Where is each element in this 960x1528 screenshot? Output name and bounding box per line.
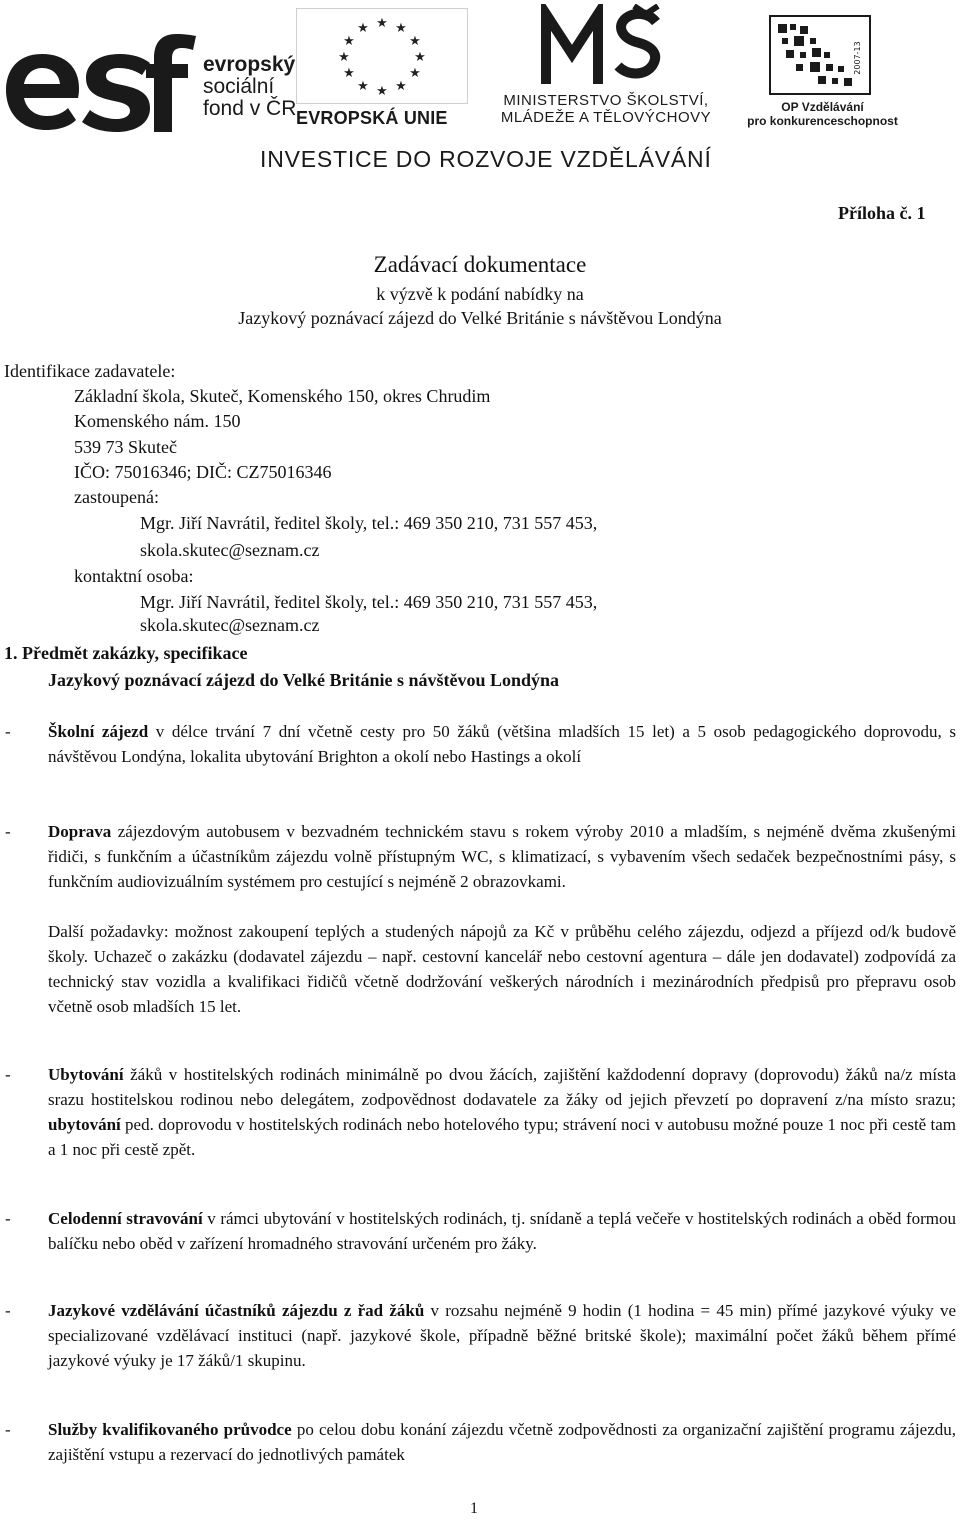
- msmt-logo: [476, 4, 736, 130]
- item-label: Ubytování: [48, 1065, 124, 1084]
- authority-city: 539 73 Skuteč: [74, 437, 177, 457]
- op-mark-icon: [760, 12, 880, 98]
- esf-line: fond v ČR: [203, 97, 297, 120]
- svg-text:★: ★: [376, 16, 388, 31]
- svg-text:★: ★: [357, 21, 369, 36]
- authority-ids: IČO: 75016346; DIČ: CZ75016346: [74, 462, 332, 482]
- svg-text:★: ★: [414, 50, 426, 65]
- item-text: v rámci ubytování v hostitelských rodinách, tj. snídaně a teplá večeře v hostitelských rodinách a oběd formou balíčku nebo oběd v zařízení hromadného stravování určeném pro žáky.: [48, 1209, 956, 1253]
- item-text: v rozsahu nejméně 9 hodin (1 hodina = 45 min) přímé jazykové výuky ve specializované vzdělávací instituci (např. jazykové škole, případně běžné britské škole); maximální počet žáků během přímé jazykové výuky je 17 žáků/1 skupinu.: [48, 1301, 957, 1370]
- svg-text:★: ★: [357, 79, 369, 94]
- list-item: [48, 1417, 956, 1467]
- page-number: 1: [470, 1500, 478, 1517]
- msmt-text: [478, 92, 734, 126]
- item-text: v délce trvání 7 dní včetně cesty pro 50 žáků (většina mladších 15 let) a 5 osob pedagogického doprovodu, s návštěvou Londýna, lokalita ubytování Brighton a okolí nebo Hastings a okolí: [48, 722, 957, 766]
- list-item: [48, 1206, 956, 1256]
- item-text: po celou dobu konání zájezdu včetně zodpovědnosti za organizační zajištění programu zájezdu, zajištění vstupu a rezervací do jednotlivých památek: [48, 1420, 957, 1464]
- contact-person: Mgr. Jiří Navrátil, ředitel školy, tel.: 469 350 210, 731 557 453,: [140, 592, 598, 612]
- section-heading: 1. Předmět zakázky, specifikace: [4, 643, 248, 663]
- list-item: [48, 719, 956, 769]
- list-bullet: -: [5, 1420, 11, 1439]
- represented-label: zastoupená:: [74, 487, 159, 507]
- item-extra: Další požadavky: možnost zakoupení teplých a studených nápojů za Kč v průběhu celého zájezdu, odjezd a příjezd od/k budově školy. Uchazeč o zakázku (dodavatel zájezdu – např. cestovní kancelář nebo cestovní agentura – dále jen dodavatel) zodpovídá za technický stav vozidla a kvalifikaci řidičů včetně dodržování veškerých národních i mezinárodních předpisů pro přepravu osob včetně osob mladších 15 let.: [48, 922, 956, 1016]
- list-bullet: -: [5, 1301, 11, 1320]
- esf-mark-icon: [2, 34, 198, 134]
- item-label: Služby kvalifikovaného průvodce: [48, 1420, 292, 1439]
- item-text: žáků v hostitelských rodinách minimálně po dvou žácích, zajištění každodenní dopravy (doprovodu) žáků na/z místa srazu hostitelskou rodinou nebo delegátem, zodpovědnost dodavatele za žáky od jejich převzetí po dopravení z/na místo srazu;: [48, 1065, 956, 1109]
- document-subtitle: k výzvě k podání nabídky na: [376, 284, 584, 304]
- section-subject: Jazykový poznávací zájezd do Velké Británie s návštěvou Londýna: [48, 670, 560, 690]
- op-logo: [740, 12, 910, 130]
- investice-banner: INVESTICE DO ROZVOJE VZDĚLÁVÁNÍ: [260, 146, 712, 172]
- msmt-line: MINISTERSTVO ŠKOLSTVÍ,: [503, 92, 709, 109]
- list-item: [48, 819, 956, 894]
- svg-text:★: ★: [409, 66, 421, 81]
- authority-name: Základní škola, Skuteč, Komenského 150, okres Chrudim: [74, 386, 491, 406]
- item-label: Celodenní stravování: [48, 1209, 203, 1228]
- eu-logo: [296, 8, 476, 128]
- svg-text:★: ★: [409, 34, 421, 49]
- svg-text:★: ★: [343, 66, 355, 81]
- svg-text:★: ★: [338, 50, 350, 65]
- item-text: zájezdovým autobusem v bezvadném technickém stavu s rokem výroby 2010 a mladším, s nejméně dvěma zkušenými řidiči, s funkčním a účastníkům zájezdu volně přístupným WC, s klimatizací, s vybavením všech sedaček bezpečnostními pásy, s funkčním audiovizuálním systémem pro cestující s nejméně 2 obrazovkami.: [48, 822, 956, 891]
- annex-label: Příloha č. 1: [838, 203, 926, 223]
- svg-text:★: ★: [395, 21, 407, 36]
- esf-line: sociální: [203, 75, 275, 98]
- svg-text:★: ★: [376, 84, 388, 99]
- op-text: [740, 100, 905, 128]
- list-bullet: -: [5, 722, 11, 741]
- msmt-mark-icon: [538, 4, 678, 88]
- represented-by: Mgr. Jiří Navrátil, ředitel školy, tel.: 469 350 210, 731 557 453,: [140, 513, 598, 533]
- list-item: [48, 1062, 956, 1162]
- svg-text:★: ★: [395, 79, 407, 94]
- item-inline-bold: ubytování: [48, 1115, 121, 1134]
- eu-stars-icon: [297, 9, 467, 103]
- esf-text: [203, 54, 296, 120]
- authority-heading: Identifikace zadavatele:: [4, 361, 176, 381]
- document-subject-line: Jazykový poznávací zájezd do Velké Británie s návštěvou Londýna: [238, 308, 722, 328]
- list-bullet: -: [5, 1065, 11, 1084]
- op-line: pro konkurenceschopnost: [747, 114, 898, 128]
- list-item: [48, 1298, 956, 1373]
- eu-flag: [296, 8, 468, 104]
- op-line: OP Vzdělávání: [781, 100, 864, 114]
- msmt-line: MLÁDEŽE A TĚLOVÝCHOVY: [500, 109, 712, 126]
- list-bullet: -: [5, 1209, 11, 1228]
- eu-label: EVROPSKÁ UNIE: [296, 108, 448, 128]
- esf-line: evropský: [203, 53, 296, 76]
- item-label: Školní zájezd: [48, 722, 149, 741]
- item-label: Jazykové vzdělávání účastníků zájezdu z řad žáků: [48, 1301, 425, 1320]
- list-bullet: -: [5, 822, 11, 841]
- represented-email: skola.skutec@seznam.cz: [140, 540, 320, 560]
- item-label: Doprava: [48, 822, 112, 841]
- op-years: 2007-13: [853, 41, 862, 75]
- document-title: Zadávací dokumentace: [373, 252, 587, 277]
- svg-text:★: ★: [343, 34, 355, 49]
- item-text: ped. doprovodu v hostitelských rodinách nebo hotelového typu; strávení noci v autobusu možné pouze 1 noc při cestě tam a 1 noc při cestě zpět.: [48, 1115, 956, 1159]
- header-logos: [0, 0, 960, 190]
- contact-email: skola.skutec@seznam.cz: [140, 615, 320, 635]
- esf-logo: [2, 6, 297, 134]
- authority-street: Komenského nám. 150: [74, 411, 241, 431]
- contact-label: kontaktní osoba:: [74, 566, 194, 586]
